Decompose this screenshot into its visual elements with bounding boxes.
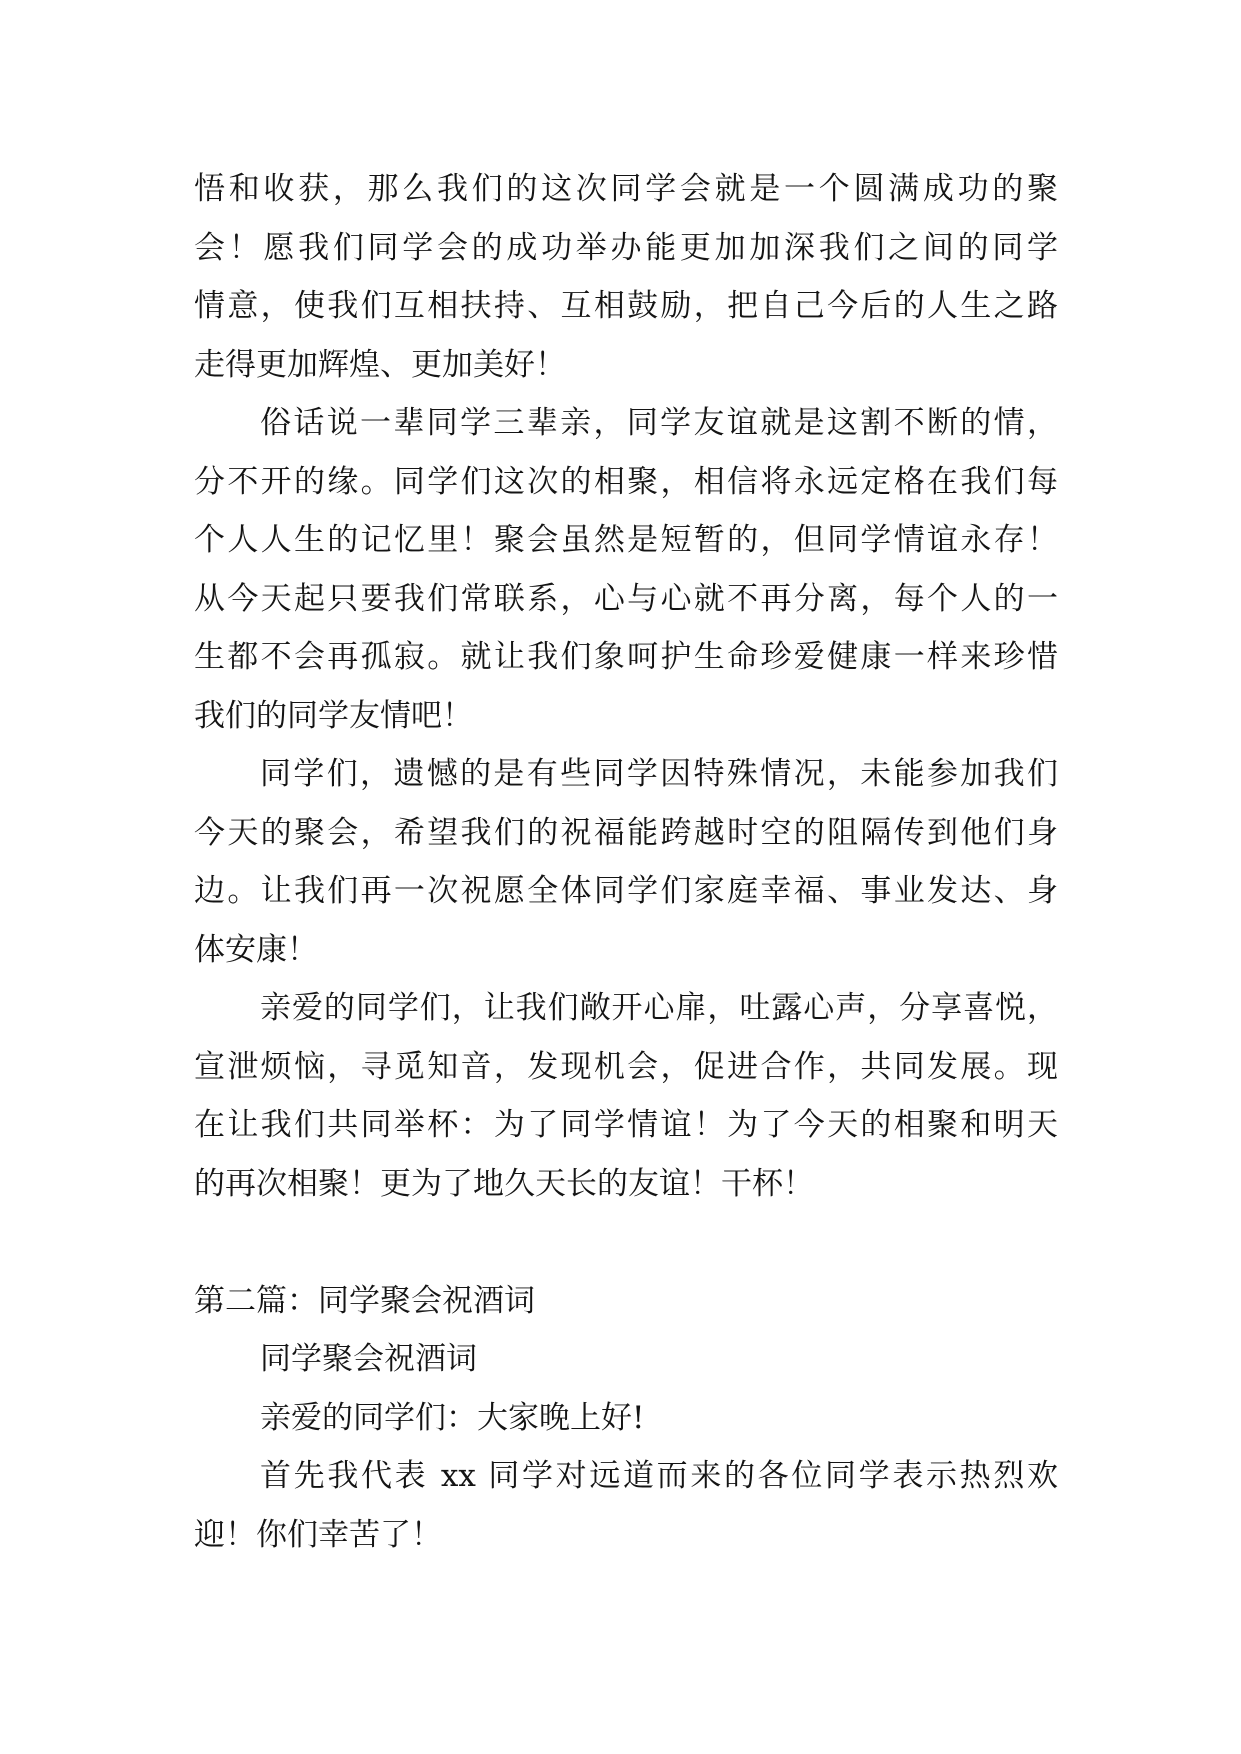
paragraph-line: 俗话说一辈同学三辈亲，同学友谊就是这割不断的情， [260,405,1058,441]
paragraph-line: 迎！你们幸苦了！ [194,1516,442,1553]
paragraph [194,160,1058,394]
document-body [194,160,1058,1564]
paragraph [194,1447,1058,1564]
paragraph [194,394,1058,745]
paragraph [194,979,1058,1213]
paragraph-line: 我们的同学友情吧！ [194,697,473,734]
paragraph-line: 首先我代表 xx 同学对远道而来的各位同学表示热烈欢 [260,1458,1058,1494]
paragraph [194,745,1058,979]
paragraph-line: 走得更加辉煌、更加美好！ [194,346,566,383]
paragraph-line: 情意，使我们互相扶持、互相鼓励，把自己今后的人生之路 [194,288,1058,324]
paragraph-line: 边。让我们再一次祝愿全体同学们家庭幸福、事业发达、身 [194,873,1058,909]
paragraph-line: 从今天起只要我们常联系，心与心就不再分离，每个人的一 [194,580,1058,617]
paragraph-line: 会！愿我们同学会的成功举办能更加加深我们之间的同学 [194,229,1058,266]
paragraph-line: 今天的聚会，希望我们的祝福能跨越时空的阻隔传到他们身 [194,814,1058,851]
paragraph-line: 同学们，遗憾的是有些同学因特殊情况，未能参加我们 [260,756,1058,792]
paragraph-line: 分不开的缘。同学们这次的相聚，相信将永远定格在我们每 [194,463,1058,500]
greeting-line: 亲爱的同学们：大家晚上好! [260,1399,645,1436]
speech-title: 同学聚会祝酒词 [260,1341,477,1377]
section-two [194,1272,1058,1565]
paragraph-line: 个人人生的记忆里！聚会虽然是短暂的，但同学情谊永存！ [194,522,1058,558]
paragraph-line: 在让我们共同举杯：为了同学情谊！为了今天的相聚和明天 [194,1107,1058,1143]
paragraph-line: 亲爱的同学们，让我们敞开心扉，吐露心声，分享喜悦， [260,990,1058,1026]
paragraph-line: 悟和收获，那么我们的这次同学会就是一个圆满成功的聚 [194,171,1058,207]
paragraph-line: 的再次相聚！更为了地久天长的友谊！干杯！ [194,1165,814,1202]
paragraph-line: 生都不会再孤寂。就让我们象呵护生命珍爱健康一样来珍惜 [194,639,1058,675]
paragraph-line: 体安康！ [194,931,318,968]
section-heading: 第二篇：同学聚会祝酒词 [194,1282,535,1319]
paragraph-line: 宣泄烦恼，寻觅知音，发现机会，促进合作，共同发展。现 [194,1048,1058,1085]
